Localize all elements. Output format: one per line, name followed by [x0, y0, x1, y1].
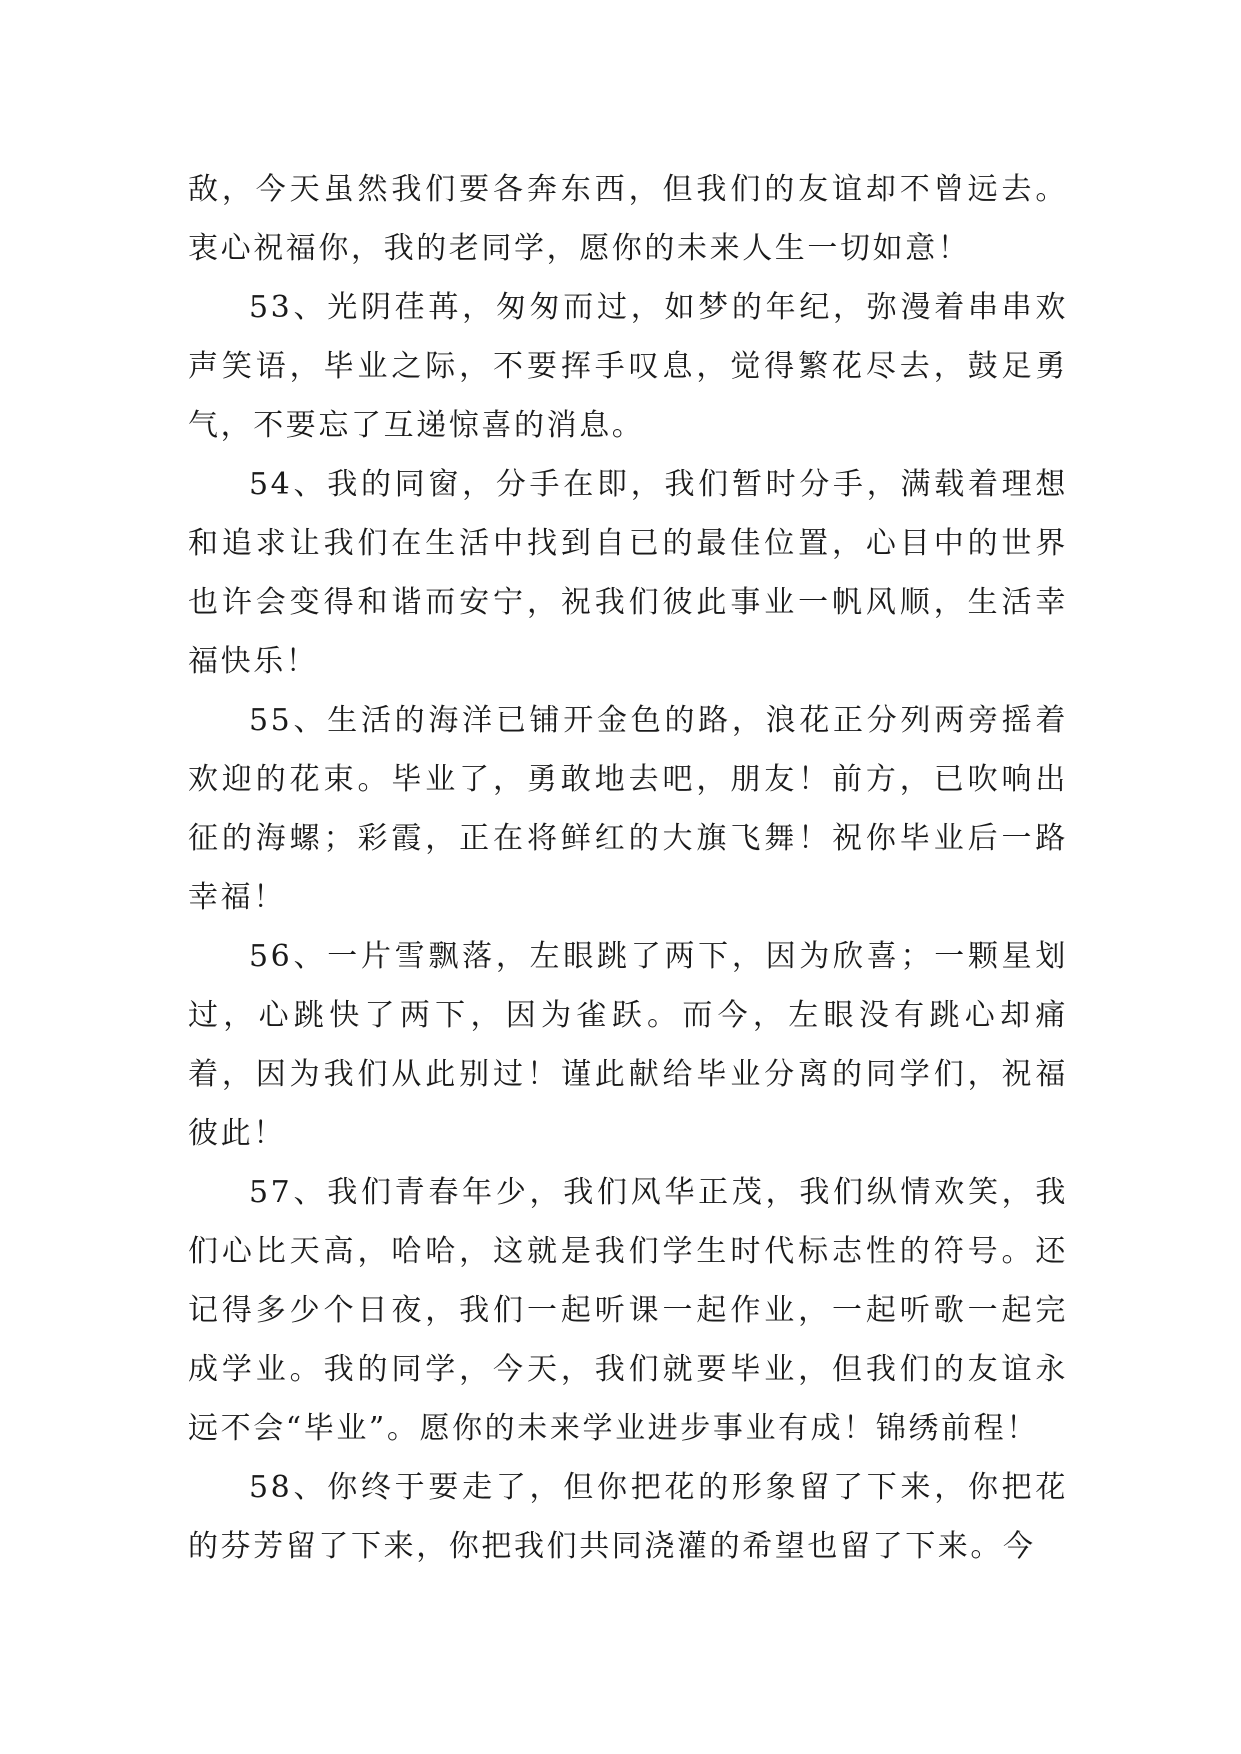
- paragraph-53: 53、光阴荏苒，匆匆而过，如梦的年纪，弥漫着串串欢声笑语，毕业之际，不要挥手叹息，觉得繁花尽去，鼓足勇气，不要忘了互递惊喜的消息。: [188, 290, 1068, 443]
- paragraph-continuation: 敌，今天虽然我们要各奔东西，但我们的友谊却不曾远去。衷心祝福你，我的老同学，愿你的未来人生一切如意！: [188, 172, 1068, 266]
- paragraph-56: 56、一片雪飘落，左眼跳了两下，因为欣喜；一颗星划过，心跳快了两下，因为雀跃。而今，左眼没有跳心却痛着，因为我们从此别过！谨此献给毕业分离的同学们，祝福彼此！: [188, 939, 1068, 1151]
- paragraph-57: 57、我们青春年少，我们风华正茂，我们纵情欢笑，我们心比天高，哈哈，这就是我们学生时代标志性的符号。还记得多少个日夜，我们一起听课一起作业，一起听歌一起完成学业。我的同学，今天，我们就要毕业，但我们的友谊永远不会“毕业”。愿你的未来学业进步事业有成！锦绣前程！: [188, 1175, 1068, 1446]
- paragraph-54: 54、我的同窗，分手在即，我们暂时分手，满载着理想和追求让我们在生活中找到自已的最佳位置，心目中的世界也许会变得和谐而安宁，祝我们彼此事业一帆风顺，生活幸福快乐！: [188, 467, 1068, 679]
- paragraph-58: 58、你终于要走了，但你把花的形象留了下来，你把花的芬芳留了下来，你把我们共同浇灌的希望也留了下来。今: [188, 1470, 1068, 1564]
- paragraph-55: 55、生活的海洋已铺开金色的路，浪花正分列两旁摇着欢迎的花束。毕业了，勇敢地去吧，朋友！前方，已吹响出征的海螺；彩霞，正在将鲜红的大旗飞舞！祝你毕业后一路幸福！: [188, 703, 1068, 915]
- document-body: [188, 160, 1068, 1576]
